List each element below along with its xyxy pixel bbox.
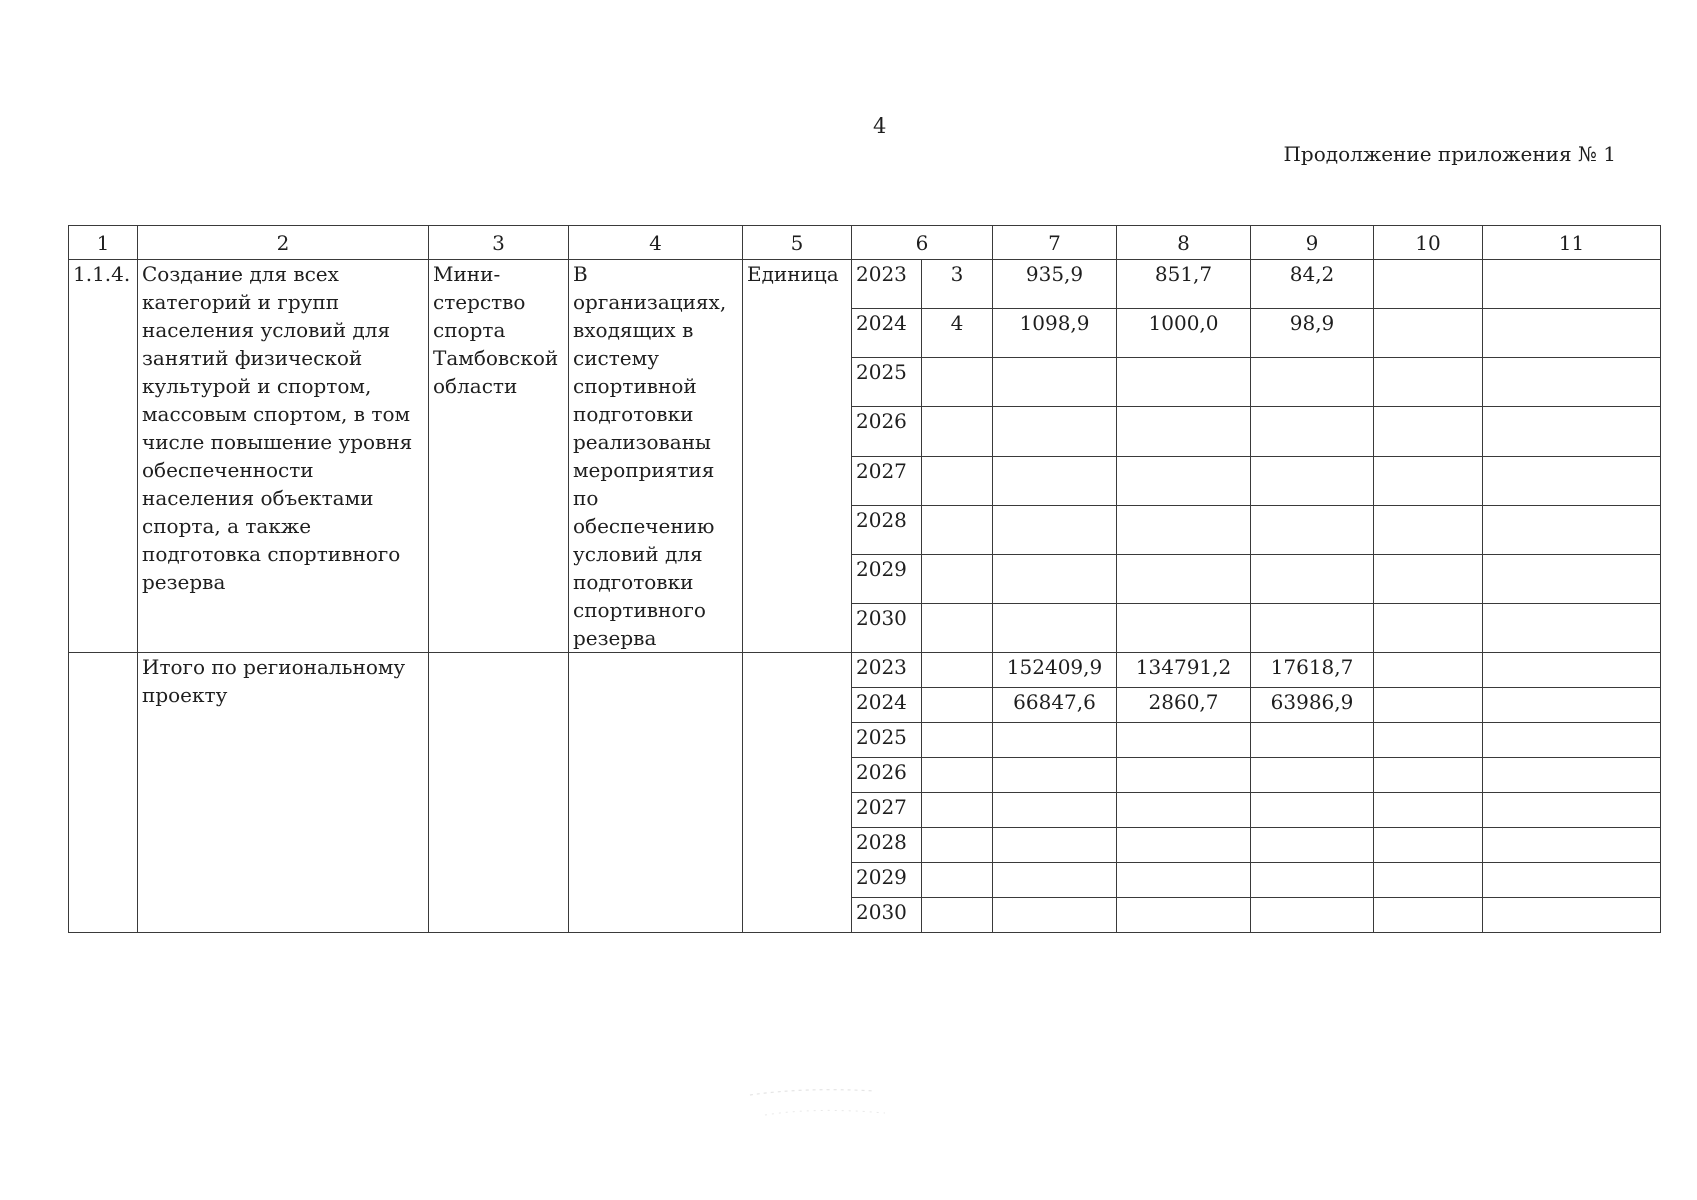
col11-cell <box>1483 554 1661 603</box>
col11-cell <box>1483 309 1661 358</box>
row-responsible <box>429 653 569 933</box>
year-cell: 2028 <box>852 828 922 863</box>
col10-cell <box>1374 456 1483 505</box>
col9-cell: 84,2 <box>1251 260 1374 309</box>
year-cell: 2026 <box>852 758 922 793</box>
row-result: В организациях, входящих в систему спортивной подготовки реализованы мероприятия по обеспечению условий для подготовки спортивного резерва <box>569 260 743 653</box>
col9-cell <box>1251 758 1374 793</box>
col7-cell: 66847,6 <box>993 688 1117 723</box>
value-cell <box>922 456 993 505</box>
value-cell <box>922 603 993 652</box>
col9-cell <box>1251 554 1374 603</box>
col9-cell <box>1251 456 1374 505</box>
year-cell: 2026 <box>852 407 922 456</box>
value-cell <box>922 898 993 933</box>
col8-cell <box>1117 505 1251 554</box>
col10-cell <box>1374 898 1483 933</box>
header-cell: 11 <box>1483 226 1661 260</box>
col8-cell <box>1117 898 1251 933</box>
year-cell: 2027 <box>852 456 922 505</box>
col10-cell <box>1374 407 1483 456</box>
table-row <box>69 260 1661 309</box>
col8-cell: 1000,0 <box>1117 309 1251 358</box>
col7-cell <box>993 793 1117 828</box>
col8-cell: 2860,7 <box>1117 688 1251 723</box>
header-cell: 1 <box>69 226 138 260</box>
value-cell <box>922 828 993 863</box>
header-cell: 4 <box>569 226 743 260</box>
col8-cell <box>1117 863 1251 898</box>
year-cell: 2023 <box>852 653 922 688</box>
col9-cell <box>1251 505 1374 554</box>
header-cell: 3 <box>429 226 569 260</box>
col11-cell <box>1483 653 1661 688</box>
col8-cell <box>1117 554 1251 603</box>
col11-cell <box>1483 723 1661 758</box>
year-cell: 2030 <box>852 603 922 652</box>
col11-cell <box>1483 688 1661 723</box>
header-cell: 10 <box>1374 226 1483 260</box>
year-cell: 2025 <box>852 358 922 407</box>
col9-cell <box>1251 723 1374 758</box>
col10-cell <box>1374 688 1483 723</box>
col8-cell <box>1117 358 1251 407</box>
col11-cell <box>1483 758 1661 793</box>
faint-stamp-mark <box>745 1085 905 1135</box>
col7-cell <box>993 863 1117 898</box>
col11-cell <box>1483 793 1661 828</box>
header-cell: 8 <box>1117 226 1251 260</box>
col7-cell <box>993 898 1117 933</box>
appendix-label: Продолжение приложения № 1 <box>1283 142 1616 166</box>
col9-cell <box>1251 793 1374 828</box>
row-result <box>569 653 743 933</box>
col8-cell: 134791,2 <box>1117 653 1251 688</box>
col10-cell <box>1374 505 1483 554</box>
row-name: Итого по региональному проекту <box>138 653 429 933</box>
col9-cell <box>1251 898 1374 933</box>
col8-cell <box>1117 758 1251 793</box>
col9-cell <box>1251 828 1374 863</box>
col7-cell <box>993 723 1117 758</box>
year-cell: 2029 <box>852 554 922 603</box>
col10-cell <box>1374 554 1483 603</box>
value-cell <box>922 688 993 723</box>
col10-cell <box>1374 828 1483 863</box>
col8-cell <box>1117 603 1251 652</box>
col10-cell <box>1374 260 1483 309</box>
col11-cell <box>1483 456 1661 505</box>
col11-cell <box>1483 828 1661 863</box>
value-cell <box>922 554 993 603</box>
year-cell: 2024 <box>852 688 922 723</box>
row-name: Создание для всех категорий и групп населения условий для занятий физической культурой и спортом, массовым спортом, в том числе повышение уровня обеспеченности населения объектами спорта, а также подготовка спортивного резерва <box>138 260 429 653</box>
value-cell <box>922 653 993 688</box>
col8-cell <box>1117 793 1251 828</box>
col10-cell <box>1374 358 1483 407</box>
col7-cell <box>993 358 1117 407</box>
row-unit: Единица <box>743 260 852 653</box>
year-cell: 2024 <box>852 309 922 358</box>
col11-cell <box>1483 358 1661 407</box>
col11-cell <box>1483 407 1661 456</box>
col7-cell <box>993 828 1117 863</box>
year-cell: 2027 <box>852 793 922 828</box>
col8-cell <box>1117 828 1251 863</box>
col9-cell: 63986,9 <box>1251 688 1374 723</box>
col7-cell <box>993 554 1117 603</box>
value-cell: 4 <box>922 309 993 358</box>
row-number <box>69 653 138 933</box>
col10-cell <box>1374 793 1483 828</box>
col11-cell <box>1483 898 1661 933</box>
value-cell <box>922 505 993 554</box>
value-cell: 3 <box>922 260 993 309</box>
col7-cell <box>993 407 1117 456</box>
col7-cell <box>993 603 1117 652</box>
col7-cell: 935,9 <box>993 260 1117 309</box>
col11-cell <box>1483 505 1661 554</box>
value-cell <box>922 358 993 407</box>
year-cell: 2030 <box>852 898 922 933</box>
header-cell: 7 <box>993 226 1117 260</box>
page-number: 4 <box>873 114 887 138</box>
header-cell: 5 <box>743 226 852 260</box>
col7-cell <box>993 758 1117 793</box>
header-cell: 6 <box>852 226 993 260</box>
value-cell <box>922 793 993 828</box>
col10-cell <box>1374 723 1483 758</box>
col7-cell <box>993 505 1117 554</box>
row-responsible: Мини-стерство спорта Тамбовской области <box>429 260 569 653</box>
col9-cell <box>1251 603 1374 652</box>
col8-cell <box>1117 456 1251 505</box>
col10-cell <box>1374 653 1483 688</box>
col10-cell <box>1374 603 1483 652</box>
col11-cell <box>1483 603 1661 652</box>
col8-cell: 851,7 <box>1117 260 1251 309</box>
col11-cell <box>1483 863 1661 898</box>
col8-cell <box>1117 723 1251 758</box>
col9-cell <box>1251 358 1374 407</box>
header-row <box>69 226 1661 260</box>
value-cell <box>922 863 993 898</box>
col9-cell: 17618,7 <box>1251 653 1374 688</box>
col7-cell <box>993 456 1117 505</box>
value-cell <box>922 723 993 758</box>
year-cell: 2029 <box>852 863 922 898</box>
col8-cell <box>1117 407 1251 456</box>
value-cell <box>922 758 993 793</box>
table-row <box>69 653 1661 688</box>
row-unit <box>743 653 852 933</box>
col10-cell <box>1374 309 1483 358</box>
col7-cell: 1098,9 <box>993 309 1117 358</box>
header-cell: 2 <box>138 226 429 260</box>
col11-cell <box>1483 260 1661 309</box>
year-cell: 2025 <box>852 723 922 758</box>
col10-cell <box>1374 758 1483 793</box>
value-cell <box>922 407 993 456</box>
col9-cell: 98,9 <box>1251 309 1374 358</box>
col10-cell <box>1374 863 1483 898</box>
col9-cell <box>1251 863 1374 898</box>
year-cell: 2028 <box>852 505 922 554</box>
data-table <box>68 225 1661 933</box>
year-cell: 2023 <box>852 260 922 309</box>
row-number: 1.1.4. <box>69 260 138 653</box>
col7-cell: 152409,9 <box>993 653 1117 688</box>
header-cell: 9 <box>1251 226 1374 260</box>
col9-cell <box>1251 407 1374 456</box>
